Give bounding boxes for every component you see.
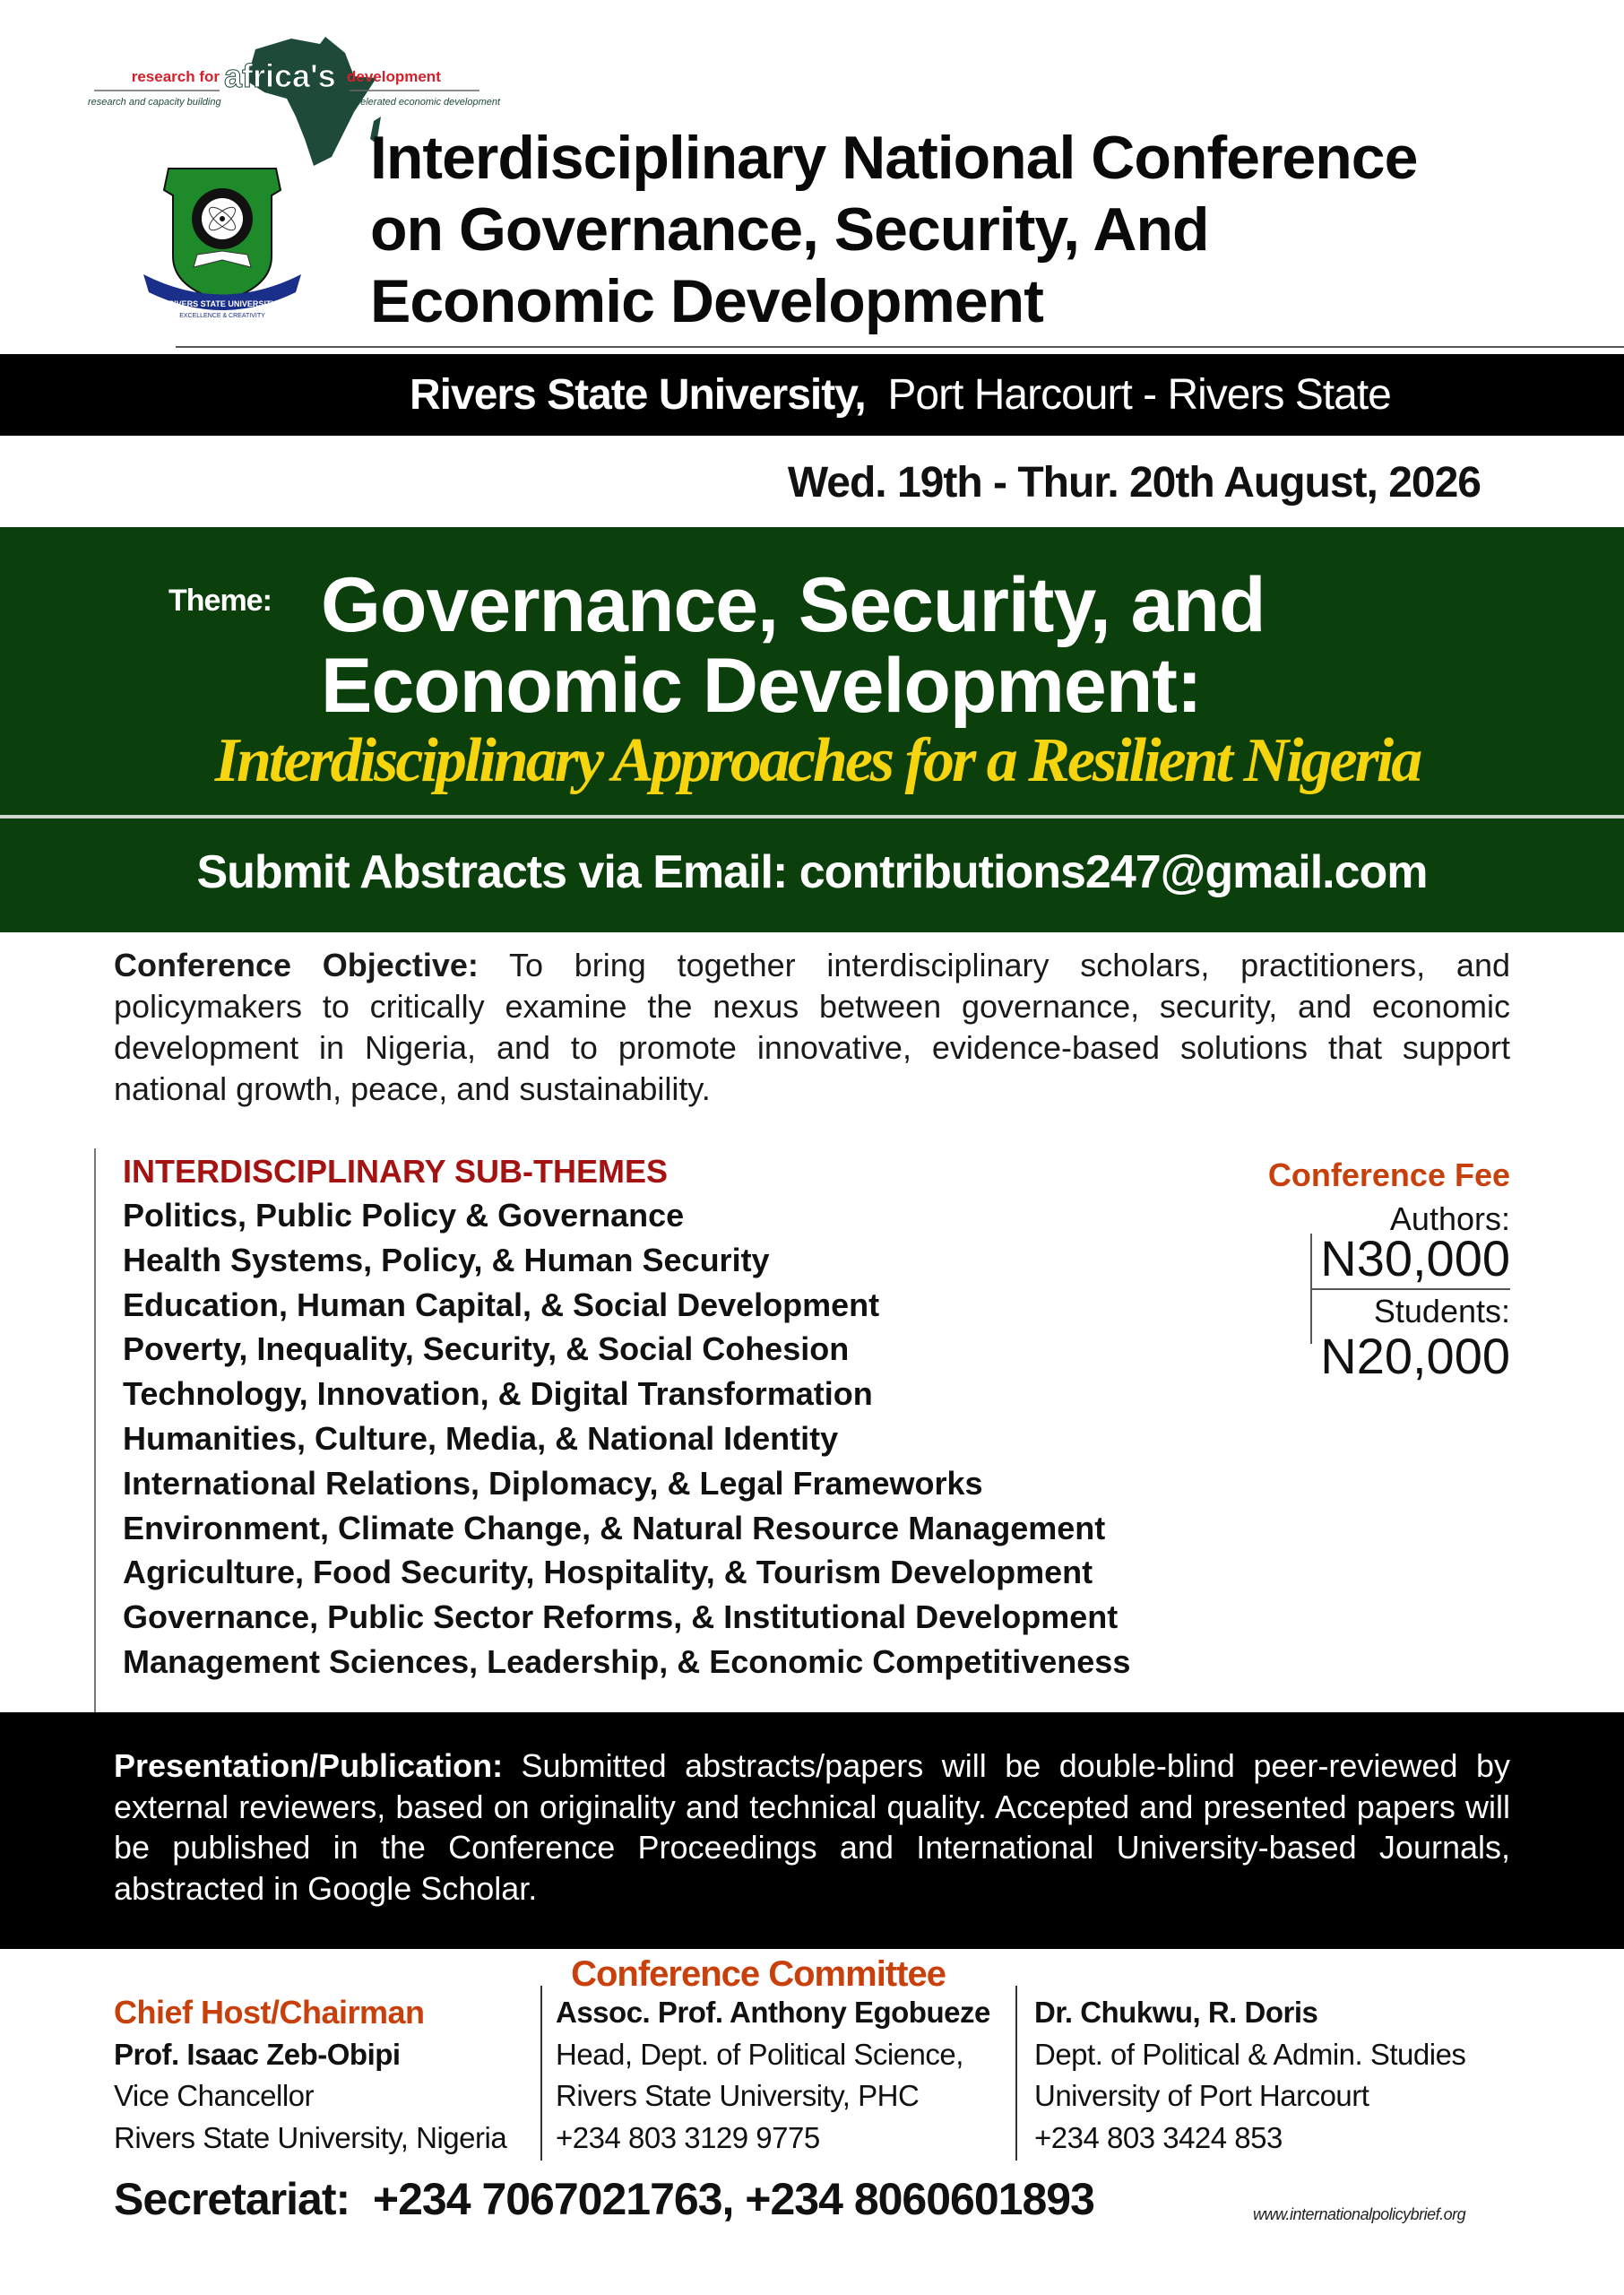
committee-heading: Conference Committee (571, 1954, 946, 1994)
subthemes-heading: INTERDISCIPLINARY SUB-THEMES (123, 1153, 669, 1190)
rivers-state-university-crest (142, 158, 303, 319)
committee-member-2 (1034, 1992, 1465, 2159)
list-item: International Relations, Diplomacy, & Legal Frameworks (123, 1464, 983, 1502)
member-title: Head, Dept. of Political Science, (556, 2037, 963, 2071)
chief-host-column (114, 1992, 506, 2159)
list-item: Technology, Innovation, & Digital Transformation (123, 1375, 873, 1413)
conference-title (370, 122, 1417, 337)
theme-line: Economic Development: (321, 643, 1202, 729)
crest-name: RIVERS STATE UNIVERSITY (168, 299, 277, 308)
subthemes-border (94, 1148, 96, 1712)
publication-label: Presentation/Publication: (114, 1747, 504, 1784)
theme-label: Theme: (168, 584, 272, 618)
publication-info (114, 1745, 1510, 1910)
title-line: Interdisciplinary National Conference (370, 124, 1418, 192)
svg-text:research and capacity building: research and capacity building (88, 97, 221, 108)
publication-text: Submitted abstracts/papers will be double-blind peer-reviewed by external reviewers, based on originality and technical quality. Accepted and presented papers will be published in the Conference Proceedings and International University-based Journals, abstracted in Google Scholar. (114, 1747, 1510, 1908)
column-divider (1015, 1986, 1017, 2161)
website-url[interactable]: www.internationalpolicybrief.org (1253, 2205, 1466, 2223)
venue-university: Rivers State University, (410, 371, 866, 419)
chief-host-heading: Chief Host/Chairman (114, 1994, 425, 2031)
conference-date: Wed. 19th - Thur. 20th August, 2026 (787, 459, 1481, 507)
fee-authors-value: N30,000 (1320, 1230, 1510, 1286)
column-divider (540, 1986, 542, 2161)
title-line: on Governance, Security, And (370, 195, 1209, 264)
fee-students-label: Students: (1373, 1293, 1510, 1329)
submit-email: Submit Abstracts via Email: contributions247@gmail.com (196, 846, 1428, 898)
conference-objective (114, 945, 1510, 1110)
member-phone: +234 803 3129 9775 (556, 2120, 820, 2154)
title-line: Economic Development (370, 267, 1043, 335)
objective-label: Conference Objective: (114, 947, 479, 983)
svg-text:africa's: africa's (224, 57, 336, 94)
fee-heading: Conference Fee (1267, 1156, 1510, 1193)
fee-vertical-rule (1310, 1234, 1312, 1344)
fee-divider (1311, 1288, 1510, 1290)
member-institution: University of Port Harcourt (1034, 2079, 1369, 2112)
svg-text:research for: research for (131, 68, 220, 85)
theme-subtitle: Interdisciplinary Approaches for a Resilient Nigeria (214, 726, 1421, 795)
list-item: Politics, Public Policy & Governance (123, 1197, 685, 1234)
list-item: Environment, Climate Change, & Natural Resource Management (123, 1509, 1106, 1546)
chief-host-institution: Rivers State University, Nigeria (114, 2120, 507, 2154)
list-item: Education, Human Capital, & Social Development (123, 1286, 880, 1323)
theme-title (321, 562, 1266, 729)
fee-authors-label: Authors: (1389, 1200, 1510, 1237)
venue-location: Port Harcourt - Rivers State (887, 371, 1391, 419)
list-item: Agriculture, Food Security, Hospitality, & Tourism Development (123, 1554, 1093, 1591)
secretariat-contacts: Secretariat: +234 7067021763, +234 8060601893 (114, 2174, 1094, 2224)
crest-motto: EXCELLENCE & CREATIVITY (179, 313, 265, 319)
list-item: Health Systems, Policy, & Human Security (123, 1241, 770, 1278)
subthemes-list (123, 1193, 1130, 1684)
fee-students-value: N20,000 (1320, 1328, 1510, 1384)
objective-text: To bring together interdisciplinary scholars, practitioners, and policymakers to critically examine the nexus between governance, security, and economic development in Nigeria, and to promote innovative, evidence-based solutions that support national growth, peace, and sustainability. (114, 947, 1510, 1107)
member-phone: +234 803 3424 853 (1034, 2120, 1283, 2154)
chief-host-title: Vice Chancellor (114, 2079, 315, 2112)
member-name: Assoc. Prof. Anthony Egobueze (556, 1996, 990, 2029)
chief-host-name: Prof. Isaac Zeb-Obipi (114, 2037, 401, 2071)
svg-text:accelerated economic developme: accelerated economic development (345, 97, 501, 108)
svg-text:development: development (347, 68, 441, 85)
member-name: Dr. Chukwu, R. Doris (1034, 1996, 1318, 2029)
member-institution: Rivers State University, PHC (556, 2079, 920, 2112)
list-item: Poverty, Inequality, Security, & Social Cohesion (123, 1330, 850, 1368)
theme-separator (0, 815, 1624, 818)
theme-line: Governance, Security, and (321, 562, 1266, 648)
member-title: Dept. of Political & Admin. Studies (1034, 2037, 1466, 2071)
list-item: Humanities, Culture, Media, & National Identity (123, 1419, 839, 1457)
list-item: Governance, Public Sector Reforms, & Institutional Development (123, 1598, 1119, 1636)
venue-band (0, 354, 1624, 436)
list-item: Management Sciences, Leadership, & Economic Competitiveness (123, 1642, 1131, 1680)
header-divider (176, 346, 1624, 348)
committee-member-1 (556, 1992, 990, 2159)
